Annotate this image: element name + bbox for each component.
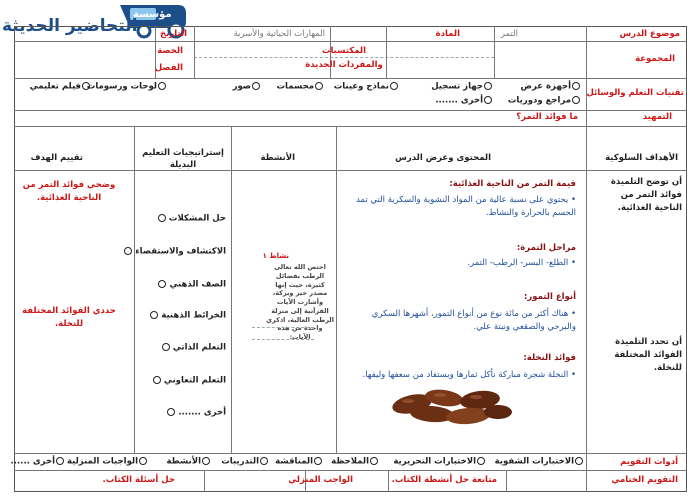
strategy-item: التعلم الذاتي	[161, 343, 226, 353]
strategy-item: أخرى .......	[166, 408, 226, 418]
col-activities: الأنشطة	[260, 153, 295, 163]
content-s4-body: • النخلة شجرة مباركة نأكل ثمارها ويستفاد من سعفها وليفها.	[362, 370, 576, 380]
col-evaluation: تقييم الهدف	[30, 153, 83, 163]
tool-item: جهاز تسجيل	[431, 82, 492, 92]
final-label: التقويم الختامي	[611, 475, 678, 485]
course-value: المهارات الحياتية والأسرية	[233, 29, 325, 39]
content-s1-body: • يحتوي على نسبة عالية من المواد النشوية والسكرية التي تمد الجسم بالحرارة والنشاط.	[355, 195, 576, 219]
course-label: المادة	[435, 29, 460, 39]
tool-item: فيلم تعليمي	[30, 82, 90, 92]
homework-value: حل أسئلة الكتاب.	[102, 475, 175, 485]
logo-name: التحاضير الحديثة	[2, 16, 138, 36]
content-s2-title: مراحل التمرة:	[516, 243, 576, 253]
tool-item: لوحات ورسومات	[87, 82, 166, 92]
dates-image	[388, 376, 516, 426]
assessment-item: التدريبات	[221, 457, 268, 467]
content-s4-title: فوائد النخلة:	[523, 353, 576, 363]
date-label: التاريخ	[160, 29, 187, 39]
strategy-item: التعلم التعاوني	[152, 376, 226, 386]
assessment-item: أخرى ......	[11, 457, 64, 467]
tool-item: أخرى .......	[435, 96, 492, 106]
strategy-item: الصف الذهني	[157, 280, 226, 290]
class-label: الفصل	[154, 63, 183, 73]
content-s3-body: • هناك أكثر من مائة نوع من أنواع التمور، أشهرها السكري والبرحي والصقعي ونبتة علي.	[371, 309, 576, 333]
strategy-item: حل المشكلات	[157, 214, 226, 224]
objective-2: أن تحدد التلميذة الفوائد المختلفة للنخلة.	[614, 337, 682, 374]
content-s1-title: قيمة التمر من الناحية الغذائية:	[449, 179, 576, 189]
subject-value: التمر	[500, 29, 518, 39]
activity-title: نشاط ١	[262, 252, 289, 260]
period-label: الحصة	[157, 46, 183, 56]
col-content: المحتوى وعرض الدرس	[395, 153, 491, 163]
objective-1: أن توضح التلميذة فوائد التمر من الناحية الغذائية.	[610, 177, 682, 214]
assessment-item: الاختبارات الشفوية	[495, 457, 583, 467]
col-objectives: الأهداف السلوكية	[605, 153, 678, 163]
subject-label: موضوع الدرس	[619, 29, 680, 39]
evaluation-1: وضحي فوائد التمر من الناحية الغذائية.	[22, 180, 116, 204]
final-value: متابعة حل أنشطة الكتاب.	[391, 475, 497, 485]
col-strategies: إستراتيجيات التعليم البديلة	[142, 148, 224, 171]
assessment-label: أدوات التقويم	[620, 457, 678, 467]
new-terms-label: المكتسبات والمفردات الجديدة	[305, 46, 383, 70]
content-s2-body: • الطلع- البسر- الرطب- التمر.	[467, 258, 576, 268]
intro-label: التمهيد	[642, 112, 672, 122]
assessment-item: الاختبارات التحريرية	[393, 457, 485, 467]
tool-item: نماذج وعينات	[334, 82, 398, 92]
homework-label: الواجب المنزلي	[288, 475, 353, 485]
assessment-item: المناقشة	[275, 457, 322, 467]
tool-item: أجهزة عرض	[521, 82, 580, 92]
logo-org: مؤسسة	[133, 9, 172, 20]
assessment-item: الأنشطة	[166, 457, 210, 467]
strategy-item: الخرائط الذهنية	[149, 311, 226, 321]
tool-item: مجسمات	[277, 82, 323, 92]
assessment-item: الملاحظة	[331, 457, 378, 467]
assessment-item: الواجبات المنزلية	[67, 457, 147, 467]
tool-item: مراجع ودوريات	[508, 96, 580, 106]
group-label: المجموعة	[635, 54, 675, 64]
tool-item: صور	[233, 82, 260, 92]
activity-body: اختص الله تعالى الرطب بفضائل كثيرة، حيث إنها مصدر خير وبركة، وأشارت الآيات القرآنية إلى منزلة الرطب العالية، اذكري واحدة من هذه الآيات:	[266, 263, 334, 342]
strategy-item: الاكتشاف والاستقصاء	[123, 247, 226, 257]
intro-value: ما فوائد التمر؟	[516, 112, 578, 122]
tools-label: تقنيات التعلم والوسائل	[586, 88, 684, 98]
content-s3-title: أنواع التمور:	[523, 292, 576, 302]
evaluation-2: حددي الفوائد المختلفة للنخلة.	[22, 306, 116, 330]
